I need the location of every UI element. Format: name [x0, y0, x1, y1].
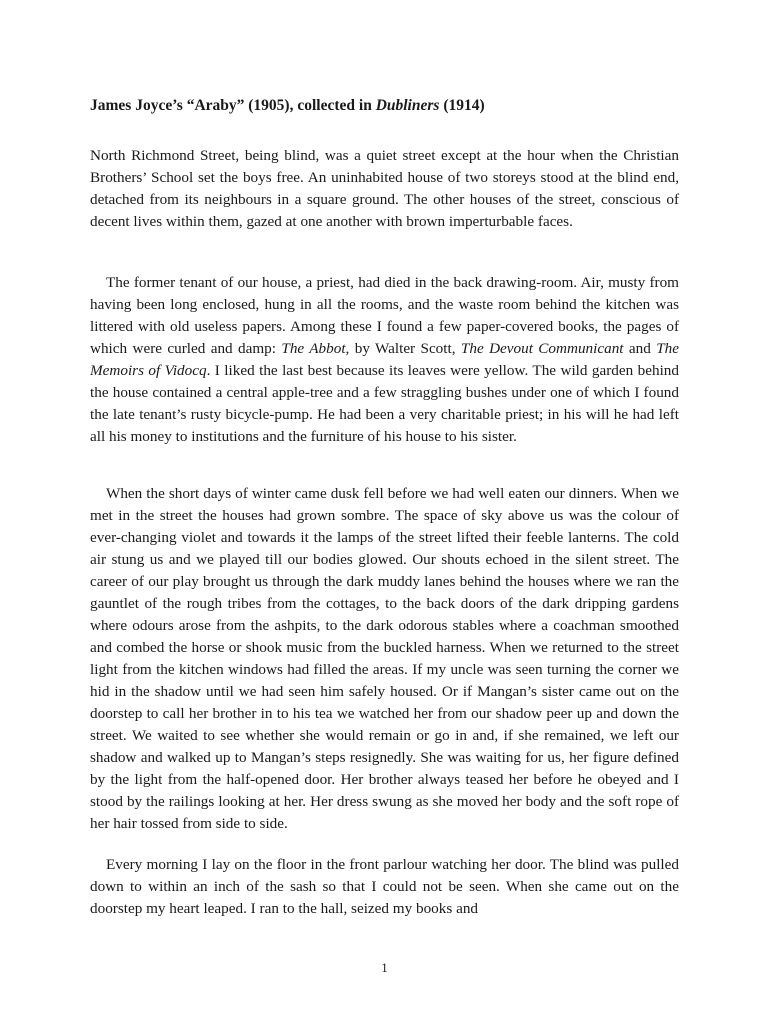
book-title-the-abbot: The Abbot	[281, 340, 346, 357]
book-title-memoirs-of-vidocq: The Memoirs of Vidocq	[90, 340, 680, 379]
heading-text: James Joyce’s “Araby” (1905), collected in	[90, 97, 376, 114]
paragraph-2-text-c: and	[623, 340, 657, 357]
heading-year: (1914)	[439, 97, 485, 114]
book-title-devout-communicant: The Devout Communicant	[460, 340, 624, 357]
paragraph-3: When the short days of winter came dusk fell before we had well eaten our dinners. When we met in the street the houses had grown sombre. The space of sky above us was the colour of ever-changing violet and towards it the lamps of the street lifted their feeble lanterns. The cold air stung us and we played till our bodies glowed. Our shouts echoed in the silent street. The career of our play brought us through the dark muddy lanes behind the houses where we ran the gauntlet of the rough tribes from the cottages, to the back doors of the dark dripping gardens where odours arose from the ashpits, to the dark odorous stables where a coachman smoothed and combed the horse or shook music from the buckled harness. When we returned to the street light from the kitchen windows had filled the areas. If my uncle was seen turning the corner we hid in the shadow until we had seen him safely housed. Or if Mangan’s sister came out on the doorstep to call her brother in to his tea we watched her from our shadow peer up and down the street. We waited to see whether she would remain or go in and, if she remained, we left our shadow and walked up to Mangan’s steps resignedly. She was waiting for us, her figure defined by the light from the half-opened door. Her brother always teased her before he obeyed and I stood by the railings looking at her. Her dress swung as she moved her body and the soft rope of her hair tossed from side to side.	[90, 485, 679, 832]
document-page	[90, 0, 679, 1024]
paragraph-2-text-a: The former tenant of our house, a priest, had died in the back drawing-room. Air, musty from having been long enclosed, hung in all the rooms, and the waste room behind the kitchen was littered with old useless papers. Among these I found a few paper-covered books, the pages of which were curled and damp:	[90, 274, 679, 357]
paragraph-2	[90, 272, 679, 448]
paragraph-2-text-d: . I liked the last best because its leaves were yellow. The wild garden behind the house contained a central apple-tree and a few straggling bushes under one of which I found the late tenant’s rusty bicycle-pump. He had been a very charitable priest; in his will he had left all his money to institutions and the furniture of his house to his sister.	[90, 362, 679, 445]
book-title: Dubliners	[375, 97, 440, 114]
document-heading	[90, 94, 679, 118]
paragraph-4: Every morning I lay on the floor in the front parlour watching her door. The blind was pulled down to within an inch of the sash so that I could not be seen. When she came out on the doorstep my heart leaped. I ran to the hall, seized my books and	[90, 856, 679, 917]
paragraph-2-text-b: , by Walter Scott,	[345, 340, 461, 357]
paragraph-1: North Richmond Street, being blind, was a quiet street except at the hour when the Christian Brothers’ School set the boys free. An uninhabited house of two storeys stood at the blind end, detached from its neighbours in a square ground. The other houses of the street, conscious of decent lives within them, gazed at one another with brown imperturbable faces.	[90, 147, 679, 230]
page-number: 1	[381, 960, 388, 975]
